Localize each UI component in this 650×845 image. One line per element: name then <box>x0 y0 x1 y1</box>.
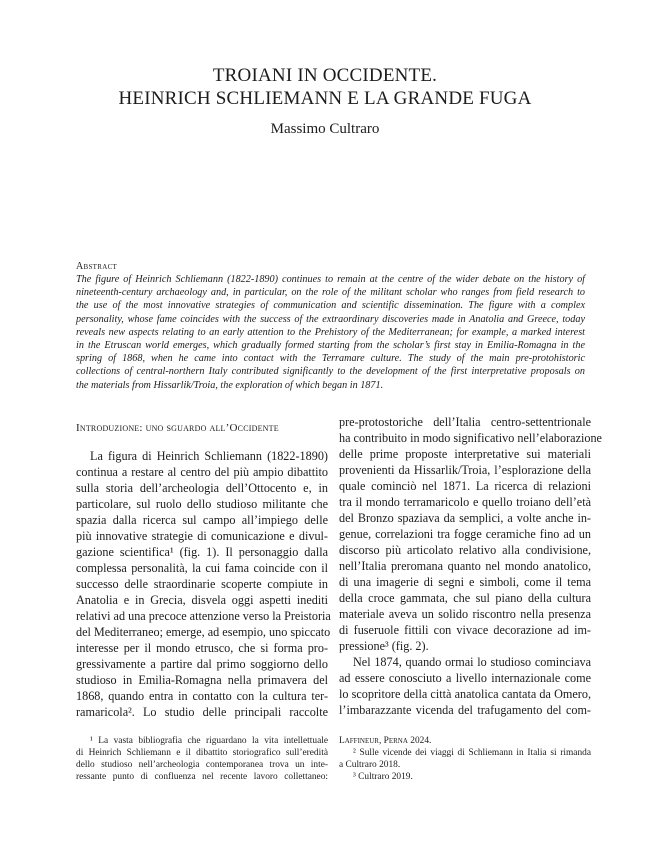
body-line: relativi ad una precoce attenzione verso la Preistoria <box>76 609 331 623</box>
body-line: quale cominciò nel 1871. La ricerca di relazioni <box>339 479 591 493</box>
abstract-block <box>76 260 585 392</box>
paper-title <box>0 64 650 110</box>
footnotes-left <box>76 735 328 783</box>
footnote-line: Laffineur, Perna 2024. <box>339 736 432 746</box>
body-line: di una imagerie di segni e simboli, come il tema <box>339 575 591 589</box>
body-line: continua a restare al centro del più ampio dibattito <box>76 465 328 479</box>
body-line: Nel 1874, quando ormai lo studioso cominciava <box>353 655 591 669</box>
body-line: gazione scientifica¹ (fig. 1). Il personaggio dalla <box>76 545 328 559</box>
author-name: Massimo Cultraro <box>270 121 380 137</box>
right-column <box>339 414 602 718</box>
body-line: più innovative strategie di comunicazione e divul- <box>76 529 328 543</box>
body-line: La figura di Heinrich Schliemann (1822-1890) <box>90 449 328 463</box>
footnote-line: dello studioso nell’archeologia contemporanea trova un inte- <box>76 760 328 770</box>
abstract-line: spring of 1868, when he came into contact with the Terramare culture. The study of the main pre-protohistoric <box>76 353 585 365</box>
footnote-line: ³ Cultraro 2019. <box>353 772 413 782</box>
abstract-line: in the Etruscan world emerges, which gradually formed starting from the scholar’s first stay in Emilia-Romagna in the <box>76 340 585 352</box>
body-line: ha contribuito in modo significativo nell’elaborazione <box>339 431 602 445</box>
abstract-line: the materials from Hissarlik/Troia, the exploration of which began in 1871. <box>76 379 384 391</box>
body-line: successo delle straordinarie scoperte compiute in <box>76 577 328 591</box>
body-line: del Bronzo spaziava da semplici, a volte anche in- <box>339 511 591 525</box>
body-line: ad essere conosciuto a livello internazionale come <box>339 671 591 685</box>
body-line: del Mediterraneo; emerge, ad esempio, uno spiccato <box>76 625 331 639</box>
abstract-line: reveals new aspects relating to an early attention to the Prehistory of the Mediterranean; for example, a marked interest <box>76 326 585 338</box>
footnote-line: ² Sulle vicende dei viaggi di Schliemann in Italia si rimanda <box>353 748 591 758</box>
body-line: nell’Italia preromana quanto nel mondo anatolico, <box>339 559 591 573</box>
body-line: Anatolia e in Grecia, disvela oggi aspetti inediti <box>76 593 328 607</box>
body-line: ramaricola². Lo studio delle principali raccolte <box>76 705 328 719</box>
abstract-line: the use of the most innovative strategies of communication and scientific dissemination. The figure with a complex <box>76 300 585 312</box>
footnotes-right <box>339 735 591 783</box>
section-heading: Introduzione: uno sguardo all’Occidente <box>76 422 279 434</box>
body-line: interesse per il mondo etrusco, che si forma pro- <box>76 641 328 655</box>
body-line: discorso più articolato relativo alla condivisione, <box>339 543 591 557</box>
body-line: delle prime proposte interpretative sui materiali <box>339 447 591 461</box>
abstract-heading: Abstract <box>76 261 118 272</box>
body-line: pre-protostoriche dell’Italia centro-settentrionale <box>339 415 591 429</box>
footnote-line: ressante punto di confluenza nel recente lavoro collettaneo: <box>76 772 328 782</box>
body-line: provenienti da Hissarlik/Troia, l’esplorazione della <box>339 463 591 477</box>
body-line: di fuseruole fittili con vivace decorazione ad im- <box>339 623 591 637</box>
body-line: materiale aveva un solido riscontro nella presenza <box>339 607 591 621</box>
body-line: lo scopritore della città anatolica cantata da Omero, <box>339 687 591 701</box>
abstract-line: collections of central-northern Italy contributed significantly to the development of the first interpretative proposals on <box>76 366 585 378</box>
abstract-line: The figure of Heinrich Schliemann (1822-1890) continues to remain at the centre of the wider debate on the history of <box>76 274 585 285</box>
body-line: studioso in Emilia-Romagna nella primavera del <box>76 673 328 687</box>
left-column <box>76 421 331 720</box>
body-line: spazia dalla ricerca sul campo all’impiego delle <box>76 513 328 527</box>
body-line: della croce gammata, che sul piano della cultura <box>339 591 591 605</box>
body-line: sulla storia dell’archeologia dell’Ottocento e, in <box>76 481 328 495</box>
body-line: tra il mondo terramaricolo e quello troiano dell’età <box>339 495 591 509</box>
body-line: complessa personalità, la cui fama coincide con il <box>76 561 328 575</box>
title-line-1: TROIANI IN OCCIDENTE. <box>212 65 438 86</box>
body-line: gressivamente a partire dal primo soggiorno dello <box>76 657 328 671</box>
abstract-line: personality, whose fame coincides with the success of the extraordinary discoveries made in Anatolia and Greece, today <box>76 313 585 325</box>
body-line: pressione³ (fig. 2). <box>339 639 429 653</box>
footnote-line: ¹ La vasta bibliografia che riguardano la vita intellettuale <box>90 736 328 746</box>
body-line: l’imbarazzante vicenda del trafugamento del com- <box>339 703 591 717</box>
title-line-2: HEINRICH SCHLIEMANN E LA GRANDE FUGA <box>118 88 532 109</box>
footnote-line: di Heinrich Schliemann e il dibattito storiografico sull’eredità <box>76 748 328 758</box>
abstract-line: nineteenth-century archaeology and, in particular, on the role of the militant scholar who ranges from field research to <box>76 287 585 299</box>
footnote-line: a Cultraro 2018. <box>339 760 401 770</box>
body-line: particolare, sul ruolo dello studioso militante che <box>76 497 328 511</box>
body-line: 1868, quando entra in contatto con la cultura ter- <box>76 689 328 703</box>
body-line: genue, correlazioni tra fogge ceramiche fino ad un <box>339 527 591 541</box>
